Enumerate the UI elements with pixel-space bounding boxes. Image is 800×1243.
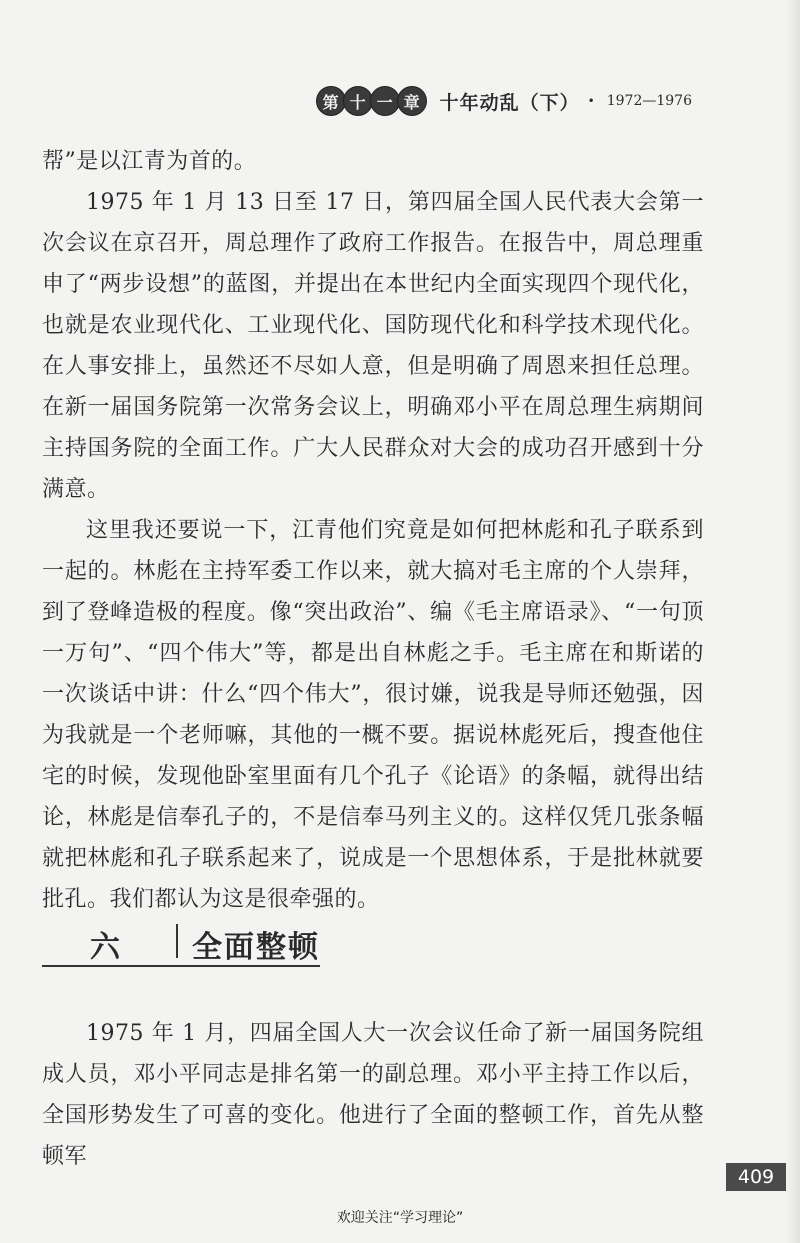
chapter-title: 十年动乱（下）	[439, 91, 580, 114]
section-number: 六	[90, 930, 120, 965]
footer-note: 欢迎关注“学习理论”	[336, 1210, 464, 1226]
chapter-badge-char: 章	[397, 86, 427, 116]
chapter-badge-char: 十	[343, 86, 373, 116]
section-underline	[42, 965, 320, 967]
header-separator: •	[587, 94, 595, 108]
page-number: 409	[726, 1163, 786, 1191]
page-edge-shadow	[786, 0, 800, 1243]
paragraph: 这里我还要说一下，江青他们究竟是如何把林彪和孔子联系到一起的。林彪在主持军委工作以来，就大搞对毛主席的个人崇拜，到了登峰造极的程度。像“突出政治”、编《毛主席语录》、“一句顶一万句”、“四个伟大”等，都是出自林彪之手。毛主席在和斯诺的一次谈话中讲：什么“四个伟大”，很讨嫌，说我是导师还勉强，因为我就是一个老师嘛，其他的一概不要。据说林彪死后，搜查他住宅的时候，发现他卧室里面有几个孔子《论语》的条幅，就得出结论，林彪是信奉孔子的，不是信奉马列主义的。这样仅凭几张条幅就把林彪和孔子联系起来了，说成是一个思想体系，于是批林就要批孔。我们都认为这是很牵强的。	[42, 518, 704, 912]
chapter-badge-char: 一	[370, 86, 400, 116]
section-heading	[42, 918, 320, 968]
running-header	[316, 86, 692, 116]
paragraph: 1975 年 1 月，四届全国人大一次会议任命了新一届国务院组成人员，邓小平同志是排名第一的副总理。邓小平主持工作以后，全国形势发生了可喜的变化。他进行了全面的整顿工作，首先从整顿军	[42, 1021, 704, 1169]
paragraph: 帮”是以江青为首的。	[42, 149, 257, 174]
chapter-badge-char: 第	[316, 86, 346, 116]
paragraph: 1975 年 1 月 13 日至 17 日，第四届全国人民代表大会第一次会议在京召开，周总理作了政府工作报告。在报告中，周总理重申了“两步设想”的蓝图，并提出在本世纪内全面实现四个现代化，也就是农业现代化、工业现代化、国防现代化和科学技术现代化。在人事安排上，虽然还不尽如人意，但是明确了周恩来担任总理。在新一届国务院第一次常务会议上，明确邓小平在周总理生病期间主持国务院的全面工作。广大人民群众对大会的成功召开感到十分满意。	[42, 190, 704, 502]
body-text-lower	[42, 1013, 704, 1177]
chapter-badge	[316, 86, 424, 116]
section-divider	[176, 924, 178, 958]
body-text-upper	[42, 141, 704, 920]
section-title: 全面整顿	[192, 930, 320, 965]
chapter-years: 1972—1976	[606, 93, 692, 109]
